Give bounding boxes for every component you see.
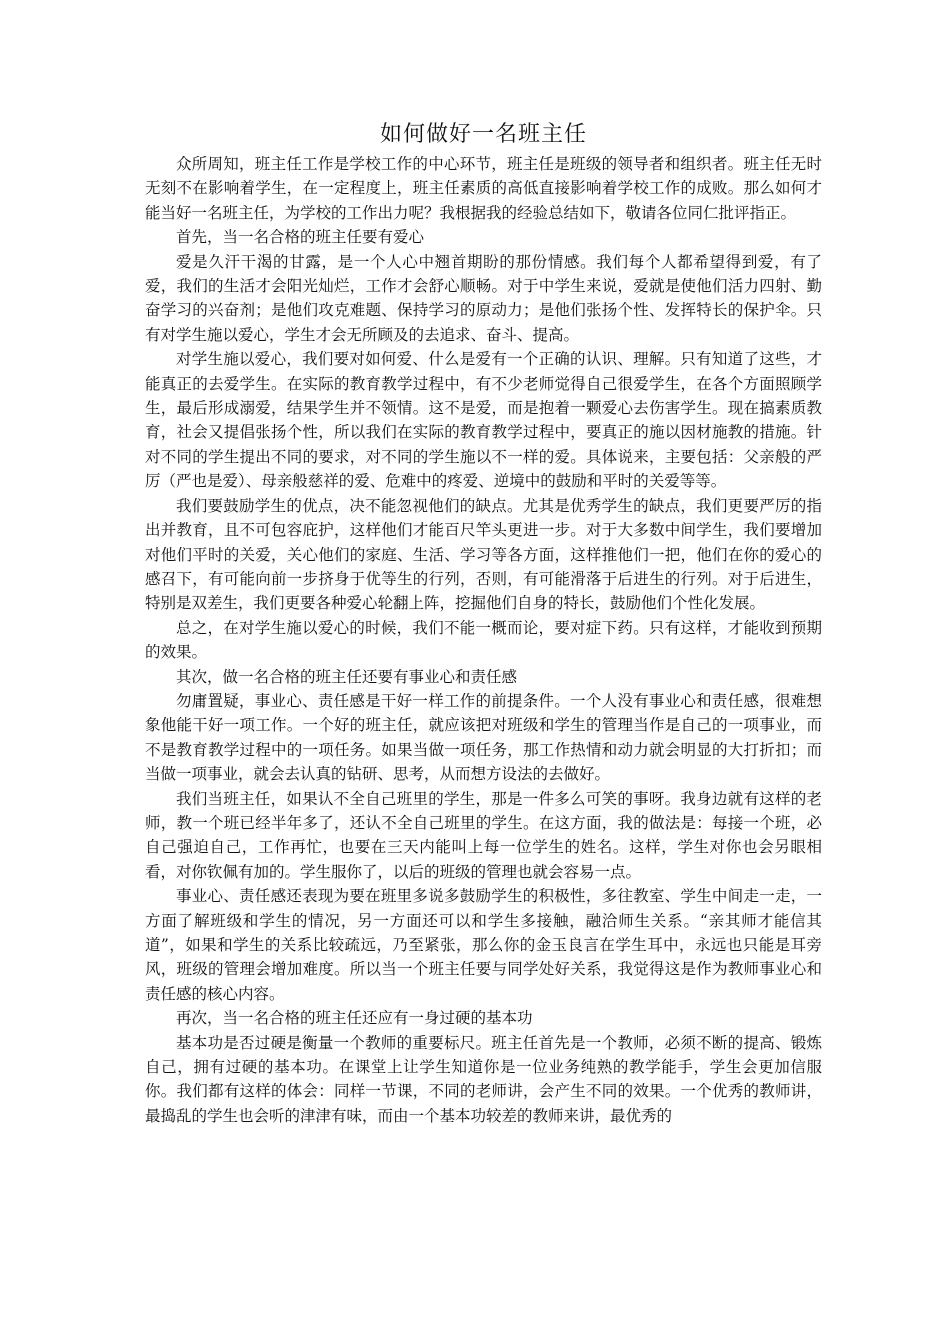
section-heading-love: 首先，当一名合格的班主任要有爱心 <box>176 228 425 247</box>
paragraph-intro: 众所周知，班主任工作是学校工作的中心环节，班主任是班级的领导者和组织者。班主任无时无刻不在影响着学生，在一定程度上，班主任素质的高低直接影响着学校工作的成败。那么如何才能当好一名班主任，为学校的工作出力呢？我根据我的经验总结如下，敬请各位同仁批评指正。 <box>145 155 822 222</box>
paragraph: 我们要鼓励学生的优点，决不能忽视他们的缺点。尤其是优秀学生的缺点，我们更要严厉的指出并教育，且不可包容庇护，这样他们才能百尺竿头更进一步。对于大多数中间学生，我们要增加对他们平时的关爱，关心他们的家庭、生活、学习等各方面，这样推他们一把，他们在你的爱心的感召下，有可能向前一步挤身于优等生的行列，否则，有可能滑落于后进生的行列。对于后进生，特别是双差生，我们更要各种爱心轮翻上阵，挖掘他们自身的特长，鼓励他们个性化发展。 <box>145 496 822 613</box>
document-body <box>145 118 822 1128</box>
paragraph: 对学生施以爱心，我们要对如何爱、什么是爱有一个正确的认识、理解。只有知道了这些，才能真正的去爱学生。在实际的教育教学过程中，有不少老师觉得自己很爱学生，在各个方面照顾学生，最后形成溺爱，结果学生并不领情。这不是爱，而是抱着一颗爱心去伤害学生。现在搞素质教育，社会又提倡张扬个性，所以我们在实际的教育教学过程中，要真正的施以因材施教的措施。针对不同的学生提出不同的要求，对不同的学生施以不一样的爱。具体说来，主要包括：父亲般的严厉（严也是爱）、母亲般慈祥的爱、危难中的疼爱、逆境中的鼓励和平时的关爱等等。 <box>145 350 822 491</box>
paragraph: 勿庸置疑，事业心、责任感是干好一样工作的前提条件。一个人没有事业心和责任感，很难想象他能干好一项工作。一个好的班主任，就应该把对班级和学生的管理当作是自己的一项事业，而不是教育教学过程中的一项任务。如果当做一项任务，那工作热情和动力就会明显的大打折扣；而当做一项事业，就会去认真的钻研、思考，从而想方设法的去做好。 <box>145 691 822 784</box>
paragraph: 爱是久汗干渴的甘露，是一个人心中翘首期盼的那份情感。我们每个人都希望得到爱，有了爱，我们的生活才会阳光灿烂，工作才会舒心顺畅。对于中学生来说，爱就是使他们活力四射、勤奋学习的兴奋剂；是他们攻克难题、保持学习的原动力；是他们张扬个性、发挥特长的保护伞。只有对学生施以爱心，学生才会无所顾及的去追求、奋斗、提高。 <box>145 252 822 344</box>
paragraph: 我们当班主任，如果认不全自己班里的学生，那是一件多么可笑的事呀。我身边就有这样的老师，教一个班已经半年多了，还认不全自己班里的学生。在这方面，我的做法是：每接一个班，必自己强迫自己，工作再忙，也要在三天内能叫上每一位学生的姓名。这样，学生对你也会另眼相看，对你钦佩有加的。学生服你了，以后的班级的管理也就会容易一点。 <box>145 789 822 881</box>
paragraph: 总之，在对学生施以爱心的时候，我们不能一概而论，要对症下药。只有这样，才能收到预期的效果。 <box>145 618 822 662</box>
paragraph: 事业心、责任感还表现为要在班里多说多鼓励学生的积极性，多往教室、学生中间走一走，一方面了解班级和学生的情况，另一方面还可以和学生多接触，融洽师生关系。“亲其师才能信其道”，如果和学生的关系比较疏远，乃至紧张，那么你的金玉良言在学生耳中，永远也只能是耳旁风，班级的管理会增加难度。所以当一个班主任要与同学处好关系，我觉得这是作为教师事业心和责任感的核心内容。 <box>145 887 822 1003</box>
section-heading-skills: 再次，当一名合格的班主任还应有一身过硬的基本功 <box>176 1009 533 1028</box>
document-title: 如何做好一名班主任 <box>379 122 587 147</box>
section-heading-responsibility: 其次，做一名合格的班主任还要有事业心和责任感 <box>176 667 518 686</box>
paragraph: 基本功是否过硬是衡量一个教师的重要标尺。班主任首先是一个教师，必须不断的提高、锻炼自己，拥有过硬的基本功。在课堂上让学生知道你是一位业务纯熟的教学能手，学生会更加信服你。我们都有这样的体会：同样一节课，不同的老师讲，会产生不同的效果。一个优秀的教师讲，最捣乱的学生也会听的津津有味，而由一个基本功较差的教师来讲，最优秀的 <box>145 1033 822 1125</box>
